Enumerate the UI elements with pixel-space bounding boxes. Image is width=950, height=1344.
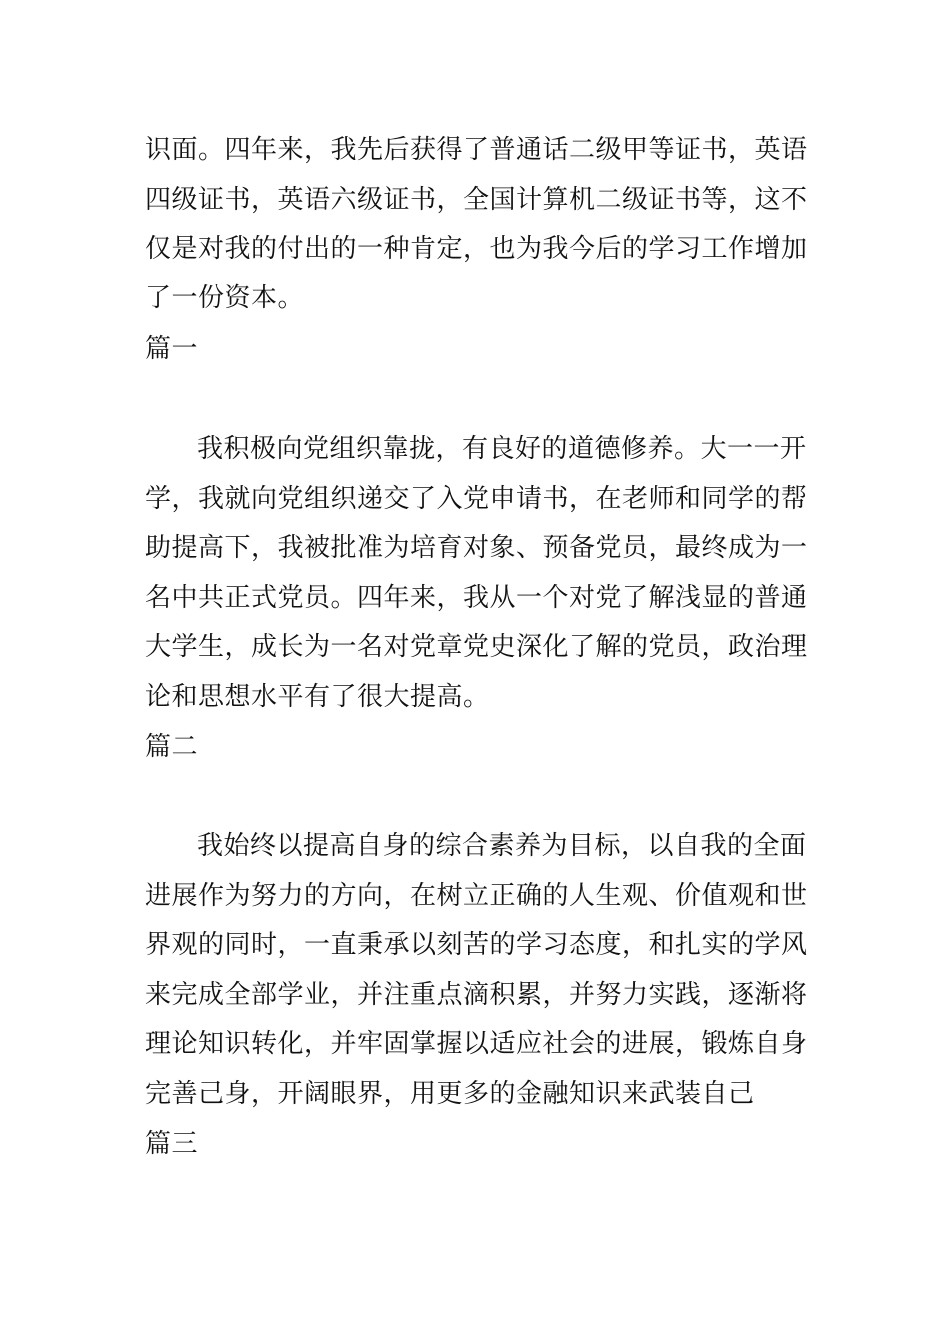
paragraph-line: 识面。四年来，我先后获得了普通话二级甲等证书，英语 xyxy=(145,135,808,165)
paragraph-line: 大学生，成长为一名对党章党史深化了解的党员，政治理 xyxy=(145,632,808,662)
section-heading: 篇三 xyxy=(145,1129,199,1159)
section-heading: 篇一 xyxy=(145,334,199,364)
paragraph-line: 界观的同时，一直秉承以刻苦的学习态度，和扎实的学风 xyxy=(145,930,808,960)
paragraph-line: 完善己身，开阔眼界，用更多的金融知识来武装自己 xyxy=(145,1079,755,1109)
paragraph-line: 论和思想水平有了很大提高。 xyxy=(145,682,490,712)
section-heading: 篇二 xyxy=(145,732,199,762)
paragraph-line: 学，我就向党组织递交了入党申请书，在老师和同学的帮 xyxy=(145,484,808,514)
paragraph-line: 四级证书，英语六级证书，全国计算机二级证书等，这不 xyxy=(145,185,808,215)
paragraph-line: 我始终以提高自身的综合素养为目标，以自我的全面 xyxy=(197,831,807,861)
paragraph-line: 进展作为努力的方向，在树立正确的人生观、价值观和世 xyxy=(145,881,808,911)
paragraph-line: 我积极向党组织靠拢，有良好的道德修养。大一一开 xyxy=(197,434,807,464)
paragraph-line: 仅是对我的付出的一种肯定，也为我今后的学习工作增加 xyxy=(145,234,808,264)
paragraph-line: 理论知识转化，并牢固掌握以适应社会的进展，锻炼自身 xyxy=(145,1029,808,1059)
paragraph-line: 了一份资本。 xyxy=(145,283,305,313)
paragraph-line: 助提高下，我被批准为培育对象、预备党员，最终成为一 xyxy=(145,533,808,563)
paragraph-line: 名中共正式党员。四年来，我从一个对党了解浅显的普通 xyxy=(145,583,808,613)
paragraph-line: 来完成全部学业，并注重点滴积累，并努力实践，逐渐将 xyxy=(145,980,808,1010)
